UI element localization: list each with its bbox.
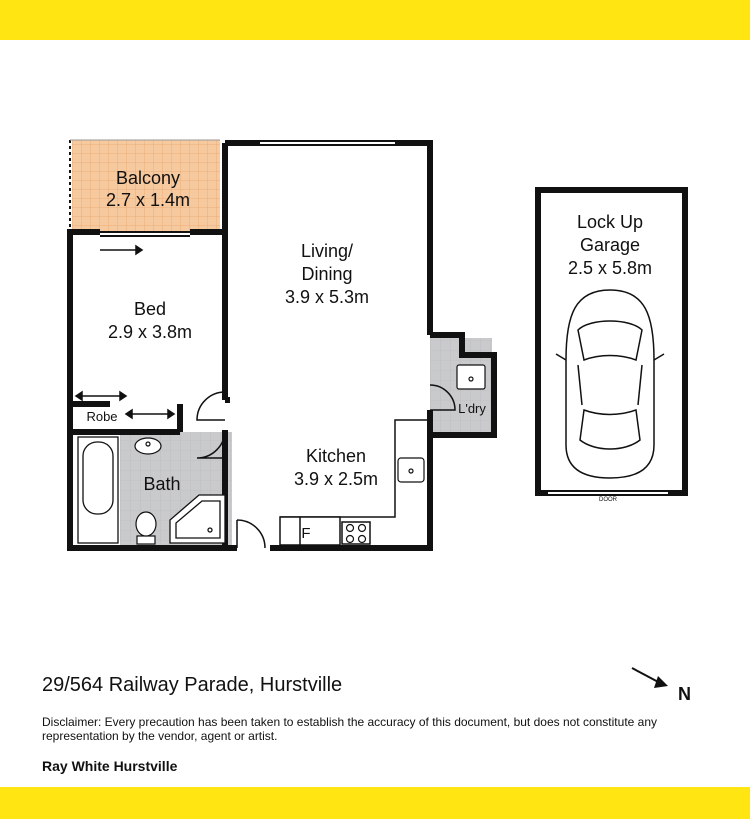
north-label: N <box>678 684 691 704</box>
room-name-bath: Bath <box>143 474 181 494</box>
car-icon <box>556 290 664 478</box>
room-name-garage-line1: Lock Up <box>576 212 644 232</box>
room-name-laundry: L'dry <box>458 401 486 416</box>
room-size-garage: 2.5 x 5.8m <box>567 258 653 278</box>
room-size-kitchen: 3.9 x 2.5m <box>293 469 379 489</box>
property-address: 29/564 Railway Parade, Hurstville <box>42 674 343 696</box>
room-name-garage-line2: Garage <box>579 235 641 255</box>
garage-door-label: DOOR <box>599 497 617 503</box>
toilet-icon <box>136 512 156 544</box>
room-name-living-line1: Living/ <box>300 241 354 261</box>
bottom-brand-band <box>0 787 750 819</box>
room-size-bed: 2.9 x 3.8m <box>107 322 193 342</box>
disclaimer-text: Disclaimer: Every precaution has been taken to establish the accuracy of this document, but does not constitute any representation by the vendor, agent or artist. <box>42 715 658 743</box>
room-name-bed: Bed <box>133 299 167 319</box>
north-arrow-icon <box>628 664 698 704</box>
fridge-label: F <box>301 525 311 542</box>
room-name-living-line2: Dining <box>301 264 353 284</box>
room-name-kitchen: Kitchen <box>305 446 367 466</box>
room-name-balcony: Balcony <box>115 168 181 188</box>
agency-name: Ray White Hurstville <box>42 758 178 774</box>
basin-icon <box>135 438 161 454</box>
laundry-tub-icon <box>457 365 485 389</box>
room-size-living: 3.9 x 5.3m <box>284 287 370 307</box>
cooktop-icon <box>347 525 366 543</box>
kitchen-sink-icon <box>398 458 424 482</box>
room-name-robe: Robe <box>86 409 118 424</box>
sliding-door-arrow-icon <box>100 246 142 254</box>
room-size-balcony: 2.7 x 1.4m <box>105 190 191 210</box>
bathtub-icon <box>78 437 118 543</box>
